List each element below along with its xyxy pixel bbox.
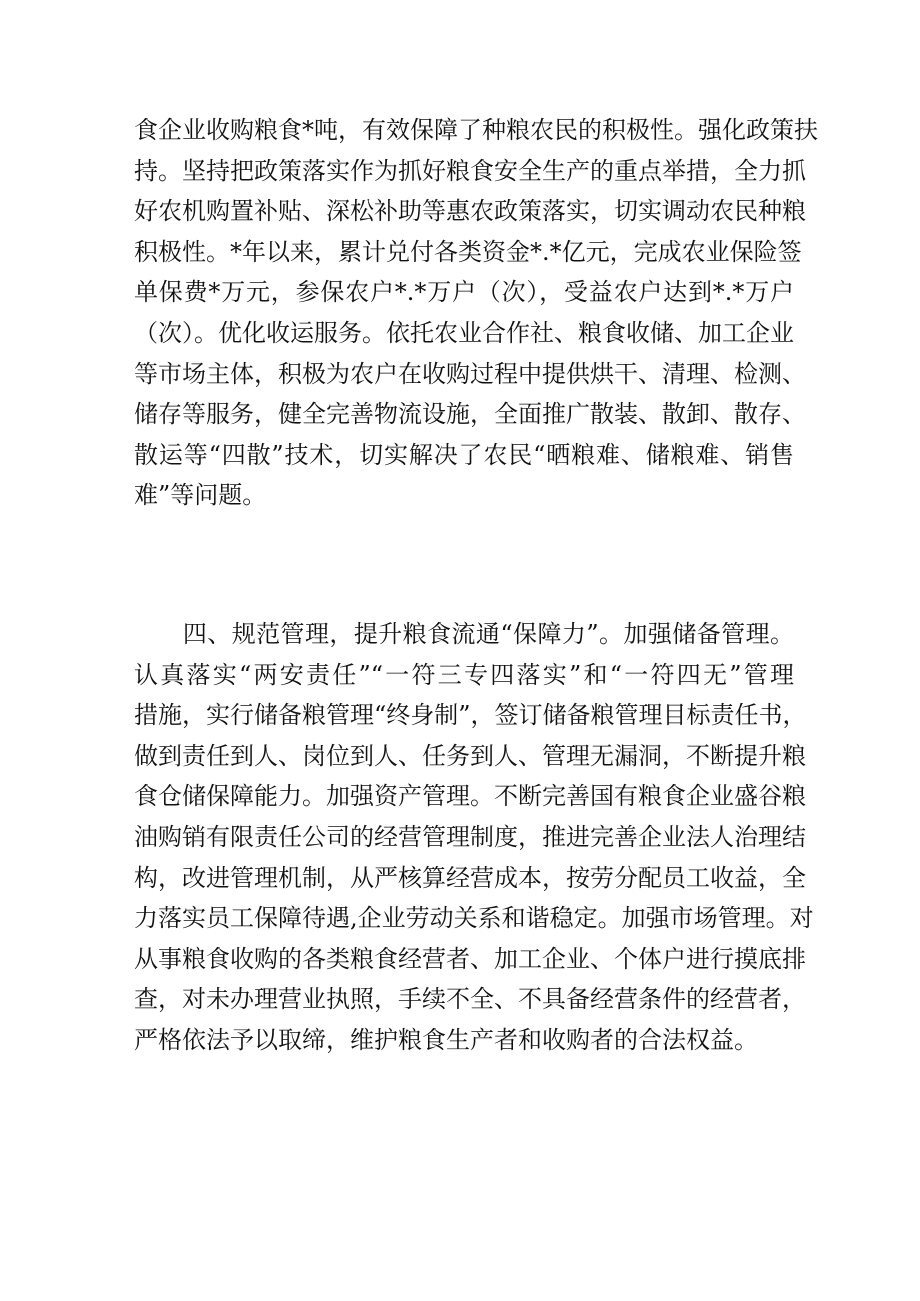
text-line: 单保费*万元，参保农户*.*万户（次），受益农户达到*.*万户: [134, 278, 794, 307]
text-line: 认真落实“两安责任”“一符三专四落实”和“一符四无”管理: [134, 660, 794, 689]
section-heading-line: 四、规范管理，提升粮食流通“保障力”。加强储备管理。: [134, 620, 794, 648]
text-line: 储存等服务，健全完善物流设施，全面推广散装、散卸、散存、: [134, 400, 806, 429]
text-line: 难”等问题。: [134, 481, 267, 510]
text-line: 好农机购置补贴、深松补助等惠农政策落实，切实调动农民种粮: [134, 197, 806, 226]
text-line: 力落实员工保障待遇,企业劳动关系和谐稳定。加强市场管理。对: [134, 904, 814, 933]
paragraph-section-four-management: [134, 614, 814, 1061]
text-line: 做到责任到人、岗位到人、任务到人、管理无漏洞，不断提升粮: [134, 741, 806, 770]
text-line: 严格依法予以取缔，维护粮食生产者和收购者的合法权益。: [134, 1025, 758, 1054]
text-line: 食仓储保障能力。加强资产管理。不断完善国有粮食企业盛谷粮: [134, 782, 806, 811]
text-line: 持。坚持把政策落实作为抓好粮食安全生产的重点举措，全力抓: [134, 156, 806, 185]
text-line: 措施，实行储备粮管理“终身制”，签订储备粮管理目标责任书，: [134, 701, 807, 730]
text-line: （次）。优化收运服务。依托农业合作社、粮食收储、加工企业: [134, 318, 794, 347]
text-line: 散运等“四散”技术，切实解决了农民“晒粮难、储粮难、销售: [134, 440, 794, 469]
text-line: 从事粮食收购的各类粮食经营者、加工企业、个体户进行摸底排: [134, 944, 806, 973]
text-line: 积极性。*年以来，累计兑付各类资金*.*亿元，完成农业保险签: [134, 237, 802, 266]
text-line: 油购销有限责任公司的经营管理制度，推进完善企业法人治理结: [134, 822, 806, 851]
text-line: 查，对未办理营业执照，手续不全、不具备经营条件的经营者，: [134, 985, 806, 1014]
text-line: 构，改进管理机制，从严核算经营成本，按劳分配员工收益，全: [134, 863, 806, 892]
text-line: 等市场主体，积极为农户在收购过程中提供烘干、清理、检测、: [134, 359, 806, 388]
text-line: 食企业收购粮食*吨，有效保障了种粮农民的积极性。强化政策扶: [134, 116, 818, 144]
paragraph-grain-policy-support: [134, 110, 818, 516]
